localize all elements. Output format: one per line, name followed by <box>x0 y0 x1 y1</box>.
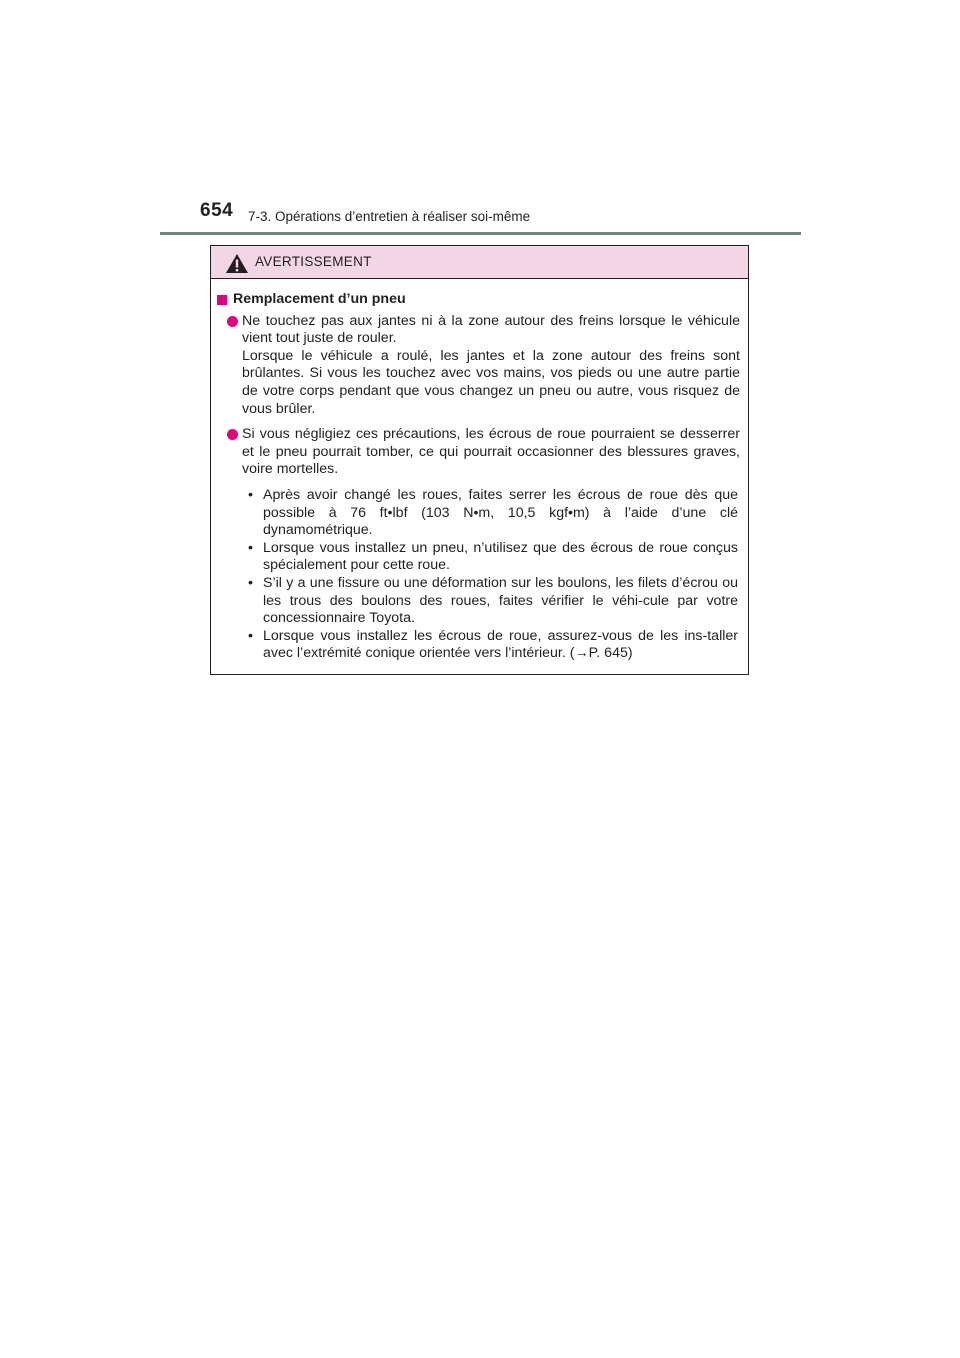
square-bullet-icon <box>217 295 227 305</box>
dot-bullet-icon: • <box>248 539 253 556</box>
list-item-text: Lorsque vous installez les écrous de roue, assurez-vous de les ins-taller avec l’extrémité conique orientée vers l’intérieur. (→P. 645) <box>263 627 738 662</box>
bullet-paragraph: Lorsque le véhicule a roulé, les jantes et la zone autour des freins sont brûlantes. Si vous les touchez avec vos mains, vos pieds ou une autre partie de votre corps pendant que vous changez un pneu ou autre, vous risquez de vous brûler. <box>242 347 740 417</box>
list-item <box>247 540 740 575</box>
sub-heading-text: Remplacement d’un pneu <box>233 291 406 307</box>
warning-header <box>211 246 748 279</box>
list-item <box>247 575 740 628</box>
dot-bullet-icon: • <box>248 627 253 644</box>
header-divider <box>160 232 801 235</box>
warning-label: AVERTISSEMENT <box>255 254 372 269</box>
list-item <box>247 628 740 663</box>
bullet-item <box>227 313 740 419</box>
list-item-text: Après avoir changé les roues, faites serrer les écrous de roue dès que possible à 76 ft•lbf (103 N•m, 10,5 kgf•m) à l’aide d’une clé dynamométrique. <box>263 486 738 539</box>
dot-bullet-icon: • <box>248 486 253 503</box>
sub-list <box>247 487 740 663</box>
circle-bullet-icon <box>227 316 238 327</box>
page-number: 654 <box>200 200 234 221</box>
page-header <box>0 0 960 240</box>
bullet-text <box>242 313 740 419</box>
list-item <box>247 487 740 540</box>
warning-body <box>211 279 748 663</box>
bullet-paragraph: Ne touchez pas aux jantes ni à la zone autour des freins lorsque le véhicule vient tout juste de rouler. <box>242 312 740 347</box>
warning-box <box>210 245 749 675</box>
section-title: 7-3. Opérations d’entretien à réaliser soi-même <box>248 209 531 224</box>
list-item-text: S’il y a une fissure ou une déformation sur les boulons, les filets d’écrou ou les trous des boulons des roues, faites vérifier le véhi-cule par votre concessionnaire Toyota. <box>263 574 738 627</box>
warning-triangle-icon <box>226 254 248 273</box>
circle-bullet-icon <box>227 429 238 440</box>
list-item-text: Lorsque vous installez un pneu, n’utilisez que des écrous de roue conçus spécialement pour cette roue. <box>263 539 738 574</box>
bullet-text: Si vous négligiez ces précautions, les écrous de roue pourraient se desserrer et le pneu pourrait tomber, ce qui pourrait occasionner des blessures graves, voire mortelles. <box>242 426 740 478</box>
sub-heading <box>217 291 740 309</box>
dot-bullet-icon: • <box>248 574 253 591</box>
bullet-item <box>227 426 740 479</box>
